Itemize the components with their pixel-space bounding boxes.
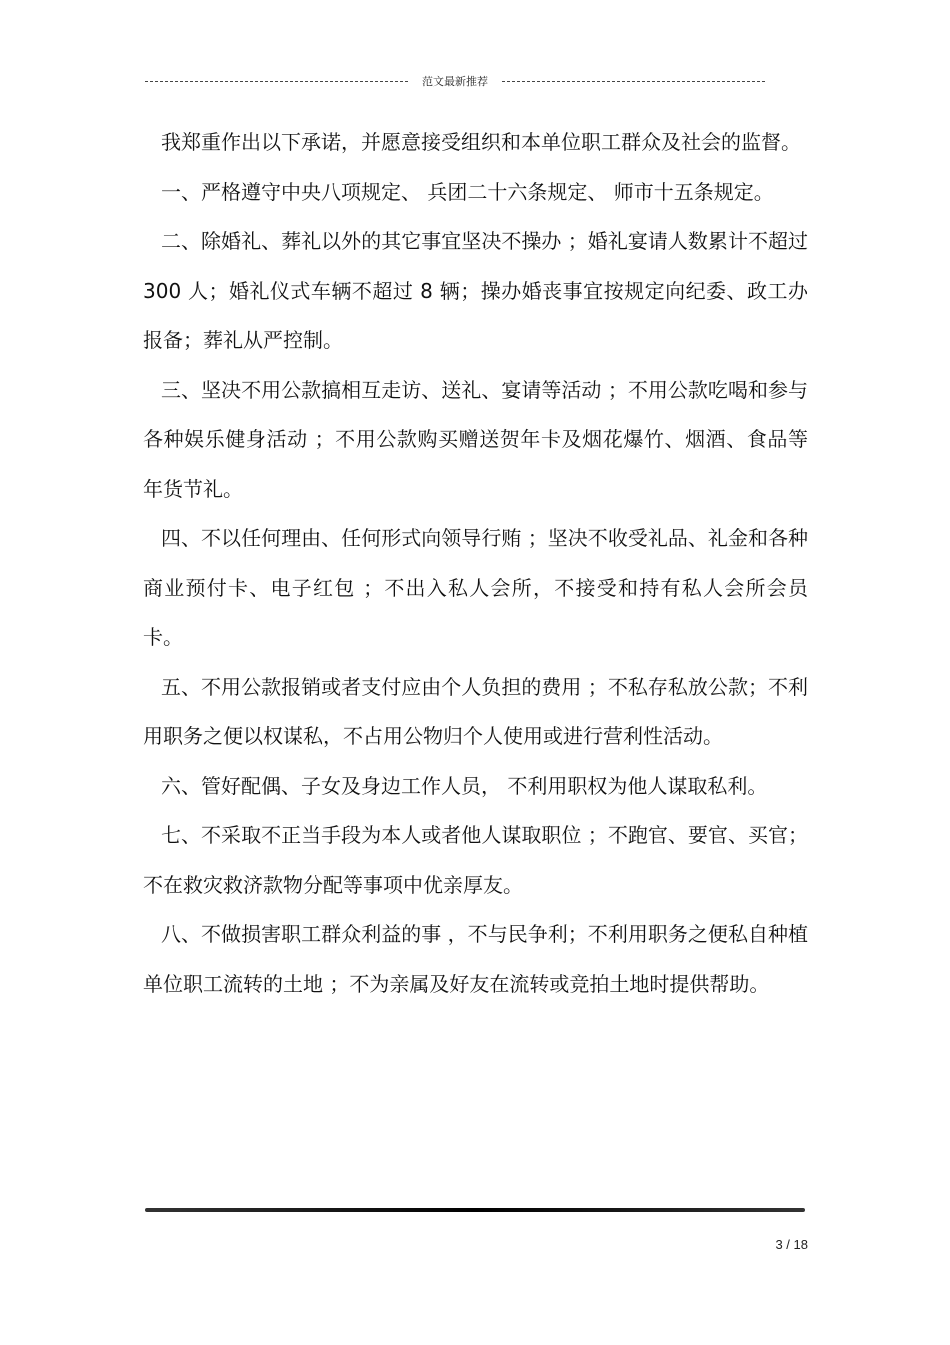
paragraph-item-3: 三、坚决不用公款搞相互走访、送礼、宴请等活动 ；不用公款吃喝和参与各种娱乐健身活动 ；不用公款购买赠送贺年卡及烟花爆竹、烟酒、食品等年货节礼。 xyxy=(143,377,808,501)
paragraph-intro: 我郑重作出以下承诺，并愿意接受组织和本单位职工群众及社会的监督。 xyxy=(161,130,801,154)
header-dashed-line-right xyxy=(502,81,765,82)
footer-divider xyxy=(145,1208,805,1212)
paragraph-item-7: 七、不采取不正当手段为本人或者他人谋取职位 ；不跑官、要官、买官；不在救灾救济款物分配等事项中优亲厚友。 xyxy=(143,823,808,897)
page-header xyxy=(145,72,765,90)
paragraph-item-2: 二、除婚礼、葬礼以外的其它事宜坚决不操办 ；婚礼宴请人数累计不超过 300 人；婚礼仪式车辆不超过 8 辆；操办婚丧事宜按规定向纪委、政工办报备；葬礼从严控制。 xyxy=(143,229,808,352)
paragraph-item-1: 一、严格遵守中央八项规定、 兵团二十六条规定、 师市十五条规定。 xyxy=(161,179,774,204)
paragraph-item-5: 五、不用公款报销或者支付应由个人负担的费用 ；不私存私放公款；不利用职务之便以权谋私，不占用公物归个人使用或进行营利性活动。 xyxy=(143,674,808,748)
header-title: 范文最新推荐 xyxy=(422,75,488,88)
header-dashed-line-left xyxy=(145,81,408,82)
paragraph-item-8: 八、不做损害职工群众利益的事 ，不与民争利；不利用职务之便私自种植单位职工流转的土地 ；不为亲属及好友在流转或竞拍土地时提供帮助。 xyxy=(143,922,808,996)
page-number: 3 / 18 xyxy=(775,1237,808,1252)
document-body xyxy=(143,118,808,1009)
paragraph-item-4: 四、不以任何理由、任何形式向领导行贿 ；坚决不收受礼品、礼金和各种商业预付卡、电子红包 ；不出入私人会所，不接受和持有私人会所会员卡。 xyxy=(143,526,808,649)
paragraph-item-6: 六、管好配偶、子女及身边工作人员， 不利用职权为他人谋取私利。 xyxy=(161,773,768,798)
